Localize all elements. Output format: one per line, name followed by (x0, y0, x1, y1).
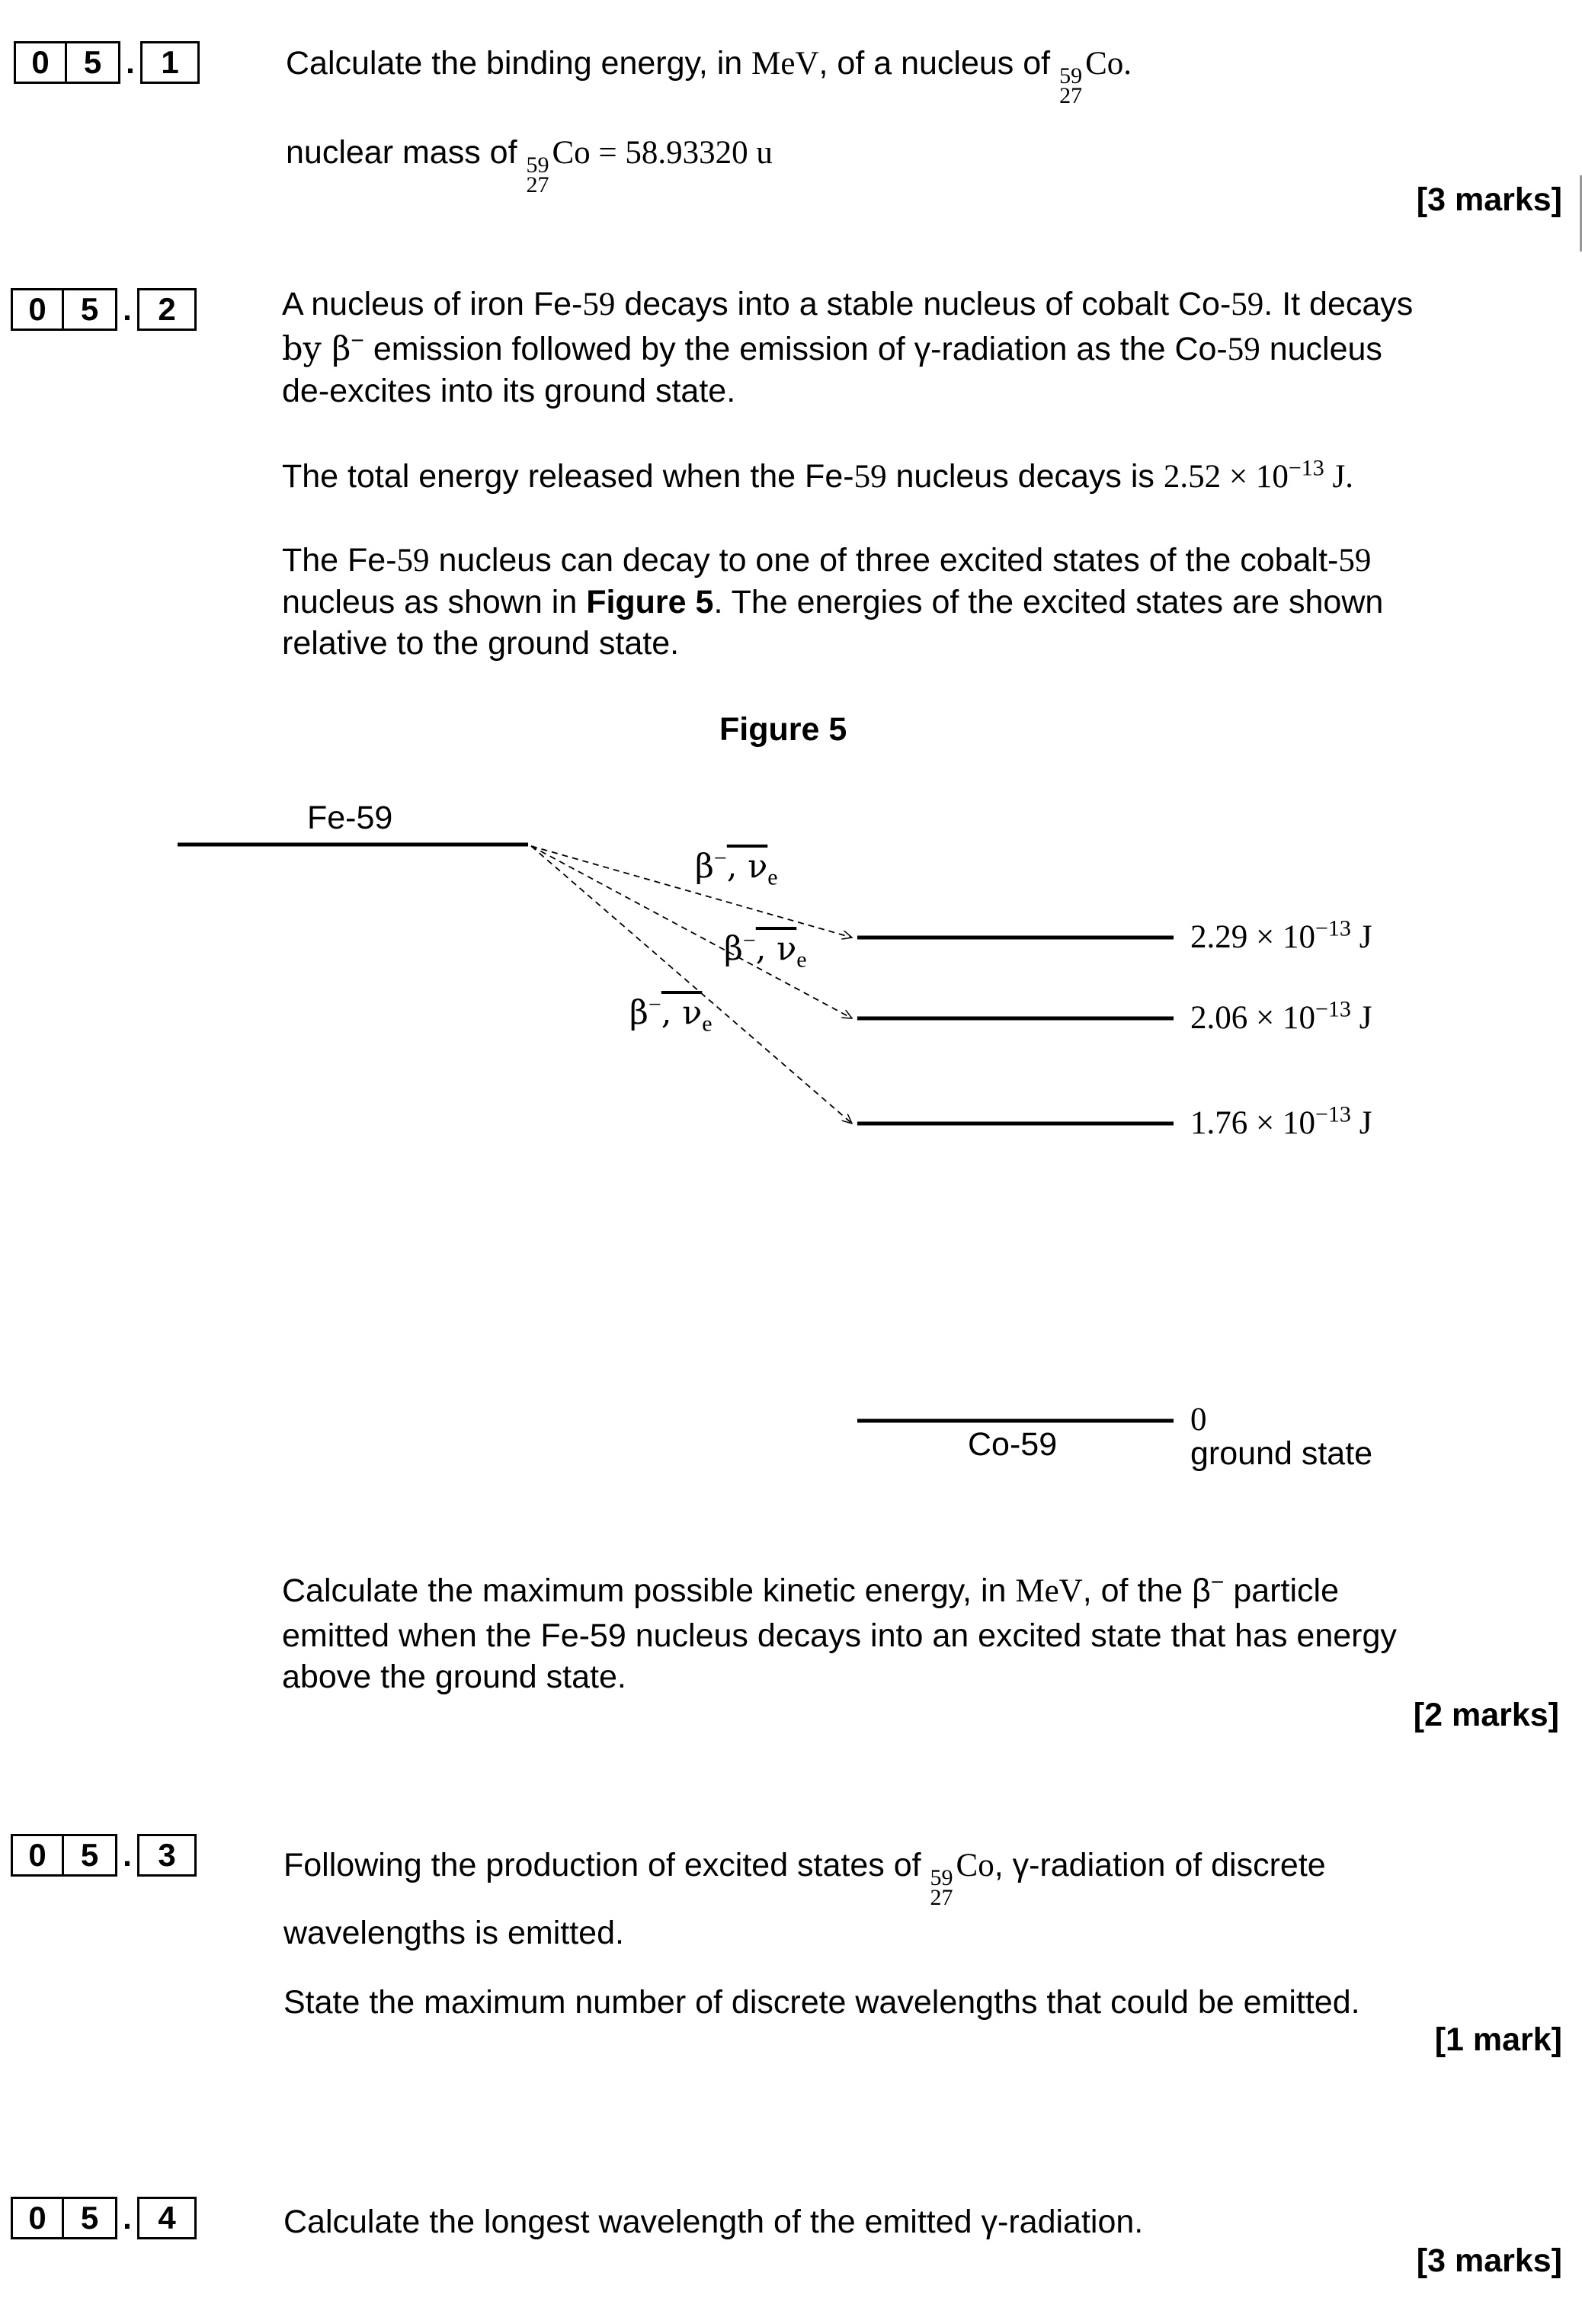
question-05-2-question: Calculate the maximum possible kinetic energy, in MeV, of the β− particle emitted when the Fe-59 nucleus decays into an excited state that has energy above the ground state. (282, 1569, 1397, 1695)
nuclide-notation: 59 27 (1059, 63, 1083, 108)
nuclide-notation: 59 27 (526, 152, 549, 197)
question-digit: 0 (14, 41, 67, 84)
beta-decay-arrow (531, 846, 852, 1124)
question-digit: 0 (11, 1834, 64, 1877)
question-dot: . (123, 291, 132, 327)
beta-label: β−, $\nu_e$ (695, 845, 778, 890)
figure-title: Figure 5 (719, 711, 847, 748)
marks-05-1: [3 marks] (1416, 181, 1562, 218)
energy-level-label: $2.06 \times 10^{-13}$ J (1190, 996, 1372, 1036)
marks-05-2: [2 marks] (1413, 1697, 1559, 1733)
nuclide-notation: 59 27 (930, 1865, 953, 1910)
question-05-2-states-text: The Fe-59 nucleus can decay to one of three excited states of the cobalt-59 nucleus as shown in Figure 5. The energies of the excited states are shown relative to the ground state. (282, 542, 1384, 662)
question-dot: . (123, 2200, 132, 2236)
beta-label: β−, $\nu_e$ (724, 928, 807, 973)
question-part: 1 (140, 41, 200, 84)
co-59-label: Co-59 (968, 1426, 1058, 1463)
marks-05-4: [3 marks] (1416, 2242, 1562, 2279)
question-digit: 0 (11, 2197, 64, 2239)
figure-reference: Figure 5 (586, 584, 714, 620)
question-digit: 0 (11, 288, 64, 331)
energy-level-label: $1.76 \times 10^{-13}$ J (1190, 1101, 1372, 1141)
beta-label: β−, $\nu_e$ (629, 992, 713, 1037)
question-05-4-text: Calculate the longest wavelength of the emitted γ-radiation. (283, 2204, 1144, 2240)
question-number-05-2 (11, 288, 197, 331)
energy-level-label: $2.29 \times 10^{-13}$ J (1190, 915, 1372, 955)
question-05-3-text: Following the production of excited states of 59 27 Co, γ-radiation of discrete wavelengths is emitted. (283, 1847, 1326, 1951)
question-05-1-data: nuclear mass of 59 27 Co = 58.93320 u (286, 134, 773, 197)
unit-mev: MeV (751, 46, 819, 82)
question-part: 2 (137, 288, 197, 331)
question-number-05-3 (11, 1834, 197, 1877)
question-digit: 5 (64, 2197, 117, 2239)
beta-decay-arrow (531, 846, 852, 938)
question-digit: 5 (67, 41, 120, 84)
ground-state-value: 0 (1190, 1402, 1207, 1438)
question-05-1-text: Calculate the binding energy, in MeV, of a nucleus of 59 27 Co. (286, 45, 1132, 108)
question-number-05-1 (14, 41, 200, 84)
question-05-2-total-energy: The total energy released when the Fe-59 nucleus decays is $2.52 \times 10^{-13}$ J. (282, 455, 1354, 495)
question-part: 4 (137, 2197, 197, 2239)
question-part: 3 (137, 1834, 197, 1877)
question-dot: . (123, 1837, 132, 1873)
marks-05-3: [1 mark] (1434, 2021, 1562, 2058)
fe-59-label: Fe-59 (307, 800, 393, 836)
question-dot: . (126, 44, 135, 80)
question-05-3-question: State the maximum number of discrete wavelengths that could be emitted. (283, 1984, 1360, 2021)
question-number-05-4 (11, 2197, 197, 2239)
question-digit: 5 (64, 1834, 117, 1877)
question-05-2-intro: A nucleus of iron Fe-59 decays into a stable nucleus of cobalt Co-59. It decays by β− emission followed by the emission of γ-radiation as the Co-59 nucleus de-excites into its ground state. (282, 286, 1414, 409)
question-digit: 5 (64, 288, 117, 331)
ground-state-label: ground state (1190, 1435, 1373, 1472)
